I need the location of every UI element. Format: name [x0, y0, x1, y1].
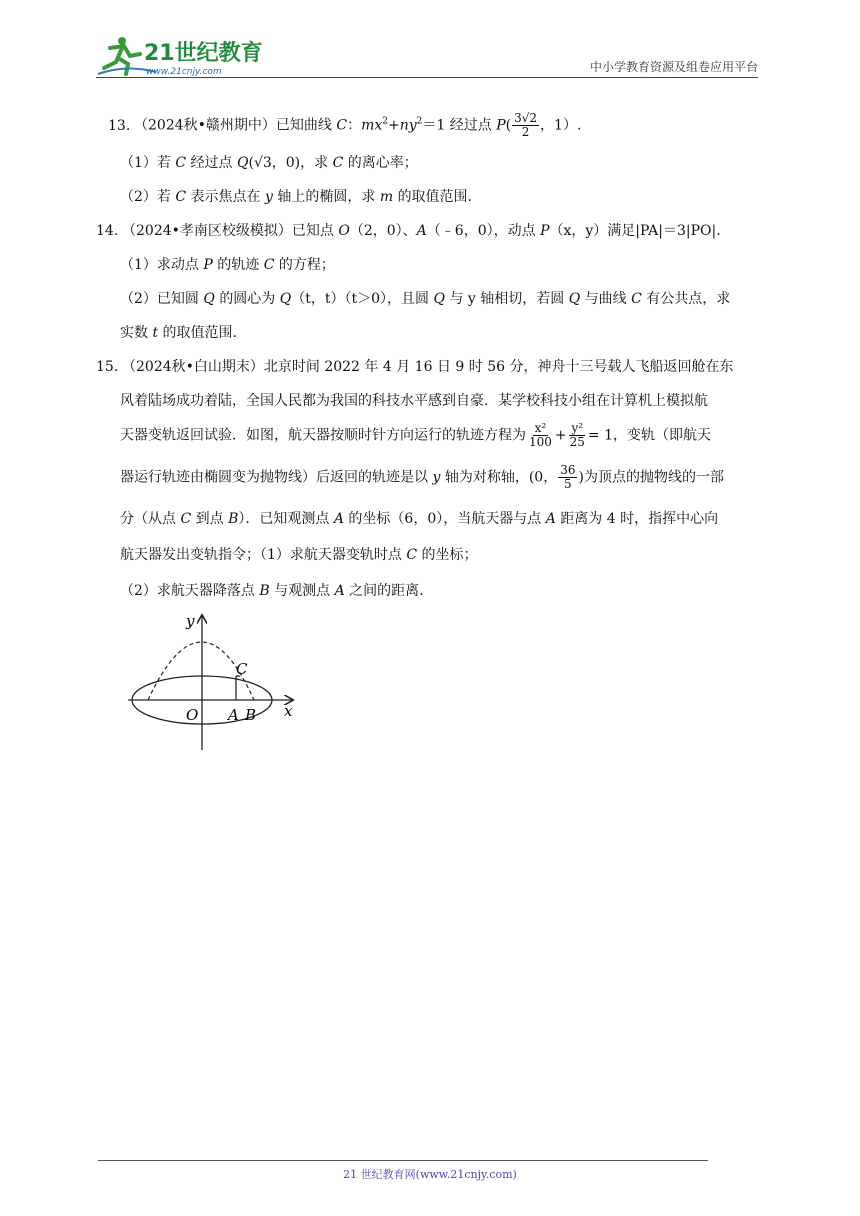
- var-x: x: [374, 117, 383, 134]
- q13-eq: ＝1 经过点: [422, 117, 492, 134]
- q14-s2a: （2）已知圆: [120, 291, 199, 307]
- q15-l7b: 与观测点: [274, 583, 331, 599]
- q13-sub2: [120, 186, 472, 206]
- var-n: n: [399, 117, 409, 134]
- q13-s1c: (√3，0)，求: [248, 155, 329, 171]
- var-C: C: [406, 547, 418, 563]
- q14-s2c: （t，t）（t＞0），且圆: [291, 291, 430, 307]
- platform-name: 中小学教育资源及组卷应用平台: [589, 60, 758, 74]
- var-y: y: [432, 469, 441, 486]
- q15-l5a: 分（从点: [120, 511, 176, 527]
- plus-sign: +: [387, 117, 400, 134]
- q14-sub2: [120, 288, 730, 308]
- exp-2: 2: [382, 116, 388, 127]
- var-y: y: [408, 117, 417, 134]
- origin-label: O: [186, 706, 199, 724]
- var-Q: Q: [279, 291, 292, 307]
- var-A: A: [334, 583, 345, 599]
- var-m: m: [361, 117, 375, 134]
- page-header: [96, 30, 758, 78]
- q13-s1a: （1）若: [120, 155, 171, 171]
- p-fraction-num: 3√2: [514, 111, 538, 125]
- footer-text: 21 世纪教育网(www.21cnjy.com): [343, 1168, 517, 1181]
- colon: ：: [347, 117, 362, 134]
- logo-text: 21世纪教育: [144, 41, 263, 66]
- q15-l1: （2024秋•白山期末）北京时间 2022 年 4 月 16 日 9 时 56 分，神舟十三号载人飞船返回舱在东: [122, 359, 734, 375]
- var-C: C: [332, 155, 344, 171]
- point-C-label: C: [236, 660, 248, 678]
- y-frac-den: 25: [569, 435, 585, 449]
- q14-s3b: 的取值范围.: [162, 325, 237, 341]
- q15-l4b: 轴为对称轴，(0，: [444, 469, 558, 486]
- q13-s1b: 经过点: [190, 155, 233, 171]
- q15-l2: 风着陆场成功着陆，全国人民都为我国的科技水平感到自豪．某学校科技小组在计算机上模拟航: [120, 393, 708, 409]
- var-O: O: [338, 223, 350, 239]
- q15-line4: [120, 464, 724, 491]
- q14-number: 14.: [96, 223, 119, 239]
- q14-s3a: 实数: [120, 325, 148, 341]
- q15-l4a: 器运行轨迹由椭圆变为抛物线）后返回的轨迹是以: [120, 469, 428, 486]
- q15-l6a: 航天器发出变轨指令；（1）求航天器变轨时点: [120, 547, 402, 563]
- vertex-frac-num: 36: [560, 463, 576, 477]
- q15-l3b: = 1，变轨（即航天: [587, 427, 712, 444]
- var-B: B: [259, 583, 270, 599]
- q15-l5b: 到点: [195, 511, 224, 527]
- q15-line1: [96, 356, 734, 376]
- q15-l5d: 的坐标（6，0），当航天器与点: [348, 511, 542, 527]
- q15-line2: [120, 390, 708, 410]
- q13-s2b: 表示焦点在: [190, 189, 261, 205]
- header-divider: [96, 77, 758, 78]
- point-A-label: A: [228, 706, 239, 724]
- y-axis-label: y: [186, 612, 195, 630]
- p-fraction-den: 2: [521, 125, 530, 139]
- footer-divider: [98, 1160, 708, 1161]
- var-C: C: [180, 511, 192, 527]
- q13-s2d: 的取值范围.: [397, 189, 473, 205]
- q15-l5c: ）．已知观测点: [238, 511, 330, 527]
- q14-l1a: （2024•孝南区校级模拟）已知点: [122, 223, 334, 239]
- vertex-frac-den: 5: [564, 477, 572, 491]
- y-frac: [568, 422, 587, 449]
- x-frac-num: x²: [534, 421, 547, 435]
- q15-line3: [120, 422, 711, 449]
- var-Q: Q: [433, 291, 445, 307]
- var-Q: Q: [237, 155, 249, 171]
- q15-number: 15.: [96, 359, 119, 375]
- x-axis-label: x: [284, 702, 293, 720]
- q14-l1d: （x，y）满足|PA|＝3|PO|.: [549, 223, 721, 239]
- q14-s1a: （1）求动点: [120, 257, 199, 273]
- site-logo: [96, 34, 266, 78]
- var-P: P: [203, 257, 213, 273]
- vertex-frac: [558, 464, 577, 491]
- q14-s2d: 与 y 轴相切，若圆: [449, 291, 565, 307]
- q15-l7a: （2）求航天器降落点: [120, 583, 255, 599]
- var-A: A: [333, 511, 344, 527]
- x-frac-den: 100: [529, 435, 552, 449]
- var-P: P: [496, 117, 506, 134]
- q15-l7c: 之间的距离.: [349, 583, 424, 599]
- logo-url-text: www.21cnjy.com: [146, 67, 222, 77]
- var-y: y: [265, 189, 273, 205]
- q14-s1b: 的轨迹: [217, 257, 260, 273]
- orbit-figure: [124, 612, 296, 754]
- var-C: C: [631, 291, 642, 307]
- p-fraction: [512, 112, 539, 139]
- q14-sub1: [120, 254, 335, 274]
- var-C: C: [175, 189, 187, 205]
- q13-number: 13.: [108, 117, 131, 134]
- q13-s2c: 轴上的椭圆，求: [277, 189, 376, 205]
- y-frac-num: y²: [571, 421, 584, 435]
- var-Q: Q: [568, 291, 581, 307]
- var-C: C: [263, 257, 275, 273]
- q14-s2f: 有公共点，求: [646, 291, 731, 307]
- q15-line6: [120, 544, 478, 564]
- var-C: C: [336, 117, 348, 134]
- q15-l3a: 天器变轨返回试验．如图，航天器按顺时针方向运行的轨迹方程为: [120, 427, 526, 444]
- var-A: A: [416, 223, 427, 239]
- q15-l4c: )为顶点的抛物线的一部: [578, 469, 724, 486]
- q13-source: （2024秋•赣州期中）已知曲线: [134, 117, 332, 134]
- var-B: B: [228, 511, 239, 527]
- q15-l5e: 距离为 4 时，指挥中心向: [560, 511, 719, 527]
- q13-s1d: 的离心率；: [347, 155, 418, 171]
- q14-l1b: （2，0）、: [349, 223, 417, 239]
- q14-s2b: 的圆心为: [219, 291, 276, 307]
- q13-stem: 13. （2024秋•赣州期中）已知曲线 C：$mx^2+ny^2=1$ 经过点 P( $\frac{3√2}{2}$ ，1）.: [108, 111, 582, 139]
- q15-l6b: 的坐标；: [421, 547, 478, 563]
- point-B-label: B: [245, 706, 257, 724]
- var-P: P: [540, 223, 550, 239]
- var-C: C: [175, 155, 187, 171]
- var-A: A: [545, 511, 556, 527]
- var-Q: Q: [203, 291, 215, 307]
- q14-l1c: （﹣6，0），动点: [426, 223, 536, 239]
- x-frac: [527, 422, 554, 449]
- var-m: m: [379, 189, 394, 205]
- plus-sign: +: [554, 427, 567, 444]
- q15-line5: [120, 508, 718, 528]
- q14-stem: [96, 220, 721, 240]
- var-t: t: [152, 325, 159, 341]
- exp-2: 2: [416, 116, 423, 127]
- q14-sub2-cont: [120, 322, 237, 342]
- q13-s2a: （2）若: [120, 189, 171, 205]
- q14-s1c: 的方程；: [278, 257, 335, 273]
- q15-line7: [120, 580, 424, 600]
- p-tail: ，1）.: [540, 117, 582, 134]
- q14-s2e: 与曲线: [584, 291, 627, 307]
- q13-sub1: [120, 152, 418, 172]
